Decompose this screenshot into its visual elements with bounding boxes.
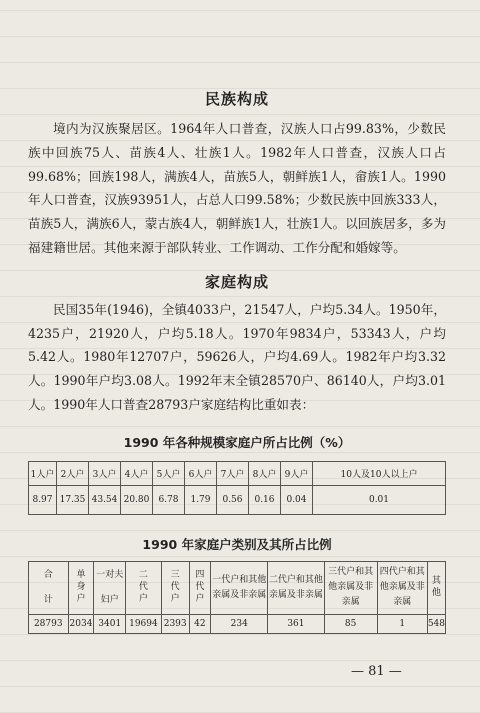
table1-header: 10人及10人以上户: [313, 461, 446, 485]
table2-header-couple: 一对夫 妇户: [94, 561, 126, 614]
table2-cell: 85: [324, 614, 377, 633]
table1-header: 7人户: [217, 461, 249, 485]
table1-cell: 0.56: [217, 485, 249, 514]
paragraph-ethnic: 境内为汉族聚居区。1964年人口普查，汉族人口占99.83%，少数民族中回族75人、苗族4人、壮族1人。1982年人口普查，汉族人口占99.68%；回族198人，满族4人，苗族5人，朝鲜族1人，畲族1人。1990年人口普查，汉族93951人，占总人口99.58%；少数民族中回族333人，苗族5人，满族6人，蒙古族4人，朝鲜族1人，壮族1人。以回族居多，多为福建籍世居。其他来源于部队转业、工作调动、工作分配和婚嫁等。: [28, 121, 446, 255]
table1-cell: 0.01: [313, 485, 446, 514]
table2-header-gen2-other: 二代户和其他亲属及非亲属: [268, 561, 324, 614]
table2-cell: 28793: [29, 614, 69, 633]
table2-header-gen2: 二代户: [126, 561, 162, 614]
table2-cell: 3401: [94, 614, 126, 633]
table1-header: 5人户: [153, 461, 185, 485]
household-size-table: [28, 461, 446, 515]
table1-cell: 8.97: [29, 485, 57, 514]
table1-header: 1人户: [29, 461, 57, 485]
table1-cell: 43.54: [89, 485, 121, 514]
table1-cell: 6.78: [153, 485, 185, 514]
table2-title: 1990 年家庭户类别及其所占比例: [142, 536, 332, 552]
table2-header-gen3: 三代户: [161, 561, 189, 614]
table2-header-gen1-other: 一代户和其他亲属及非亲属: [211, 561, 268, 614]
table2-header-total: 合 计: [29, 561, 69, 614]
table2-value-row: [29, 614, 446, 633]
section-title-ethnic: 民族构成: [204, 90, 269, 108]
table2-cell: 42: [189, 614, 211, 633]
table1-cell: 17.35: [57, 485, 89, 514]
table2-header-gen3-other: 三代户和其他亲属及非亲属: [324, 561, 377, 614]
table1-header-row: [29, 461, 446, 485]
page-content: [28, 84, 446, 634]
table1-cell: 20.80: [121, 485, 153, 514]
table2-cell: 361: [268, 614, 324, 633]
table1-header: 4人户: [121, 461, 153, 485]
table2-header-other: 其他: [427, 561, 445, 614]
table1-cell: 0.04: [281, 485, 313, 514]
table2-header-row: [29, 561, 446, 614]
page-number: — 81 —: [351, 664, 402, 679]
table1-cell: 0.16: [249, 485, 281, 514]
table2-header-gen4-other: 四代户和其他亲属及非亲属: [377, 561, 427, 614]
table2-cell: 2393: [161, 614, 189, 633]
table1-header: 3人户: [89, 461, 121, 485]
paragraph-family: 民国35年(1946)，全镇4033户，21547人，户均5.34人。1950年，4235户，21920人，户均5.18人。1970年9834户，53343人，户均5.42人。1980年12707户，59626人，户均4.69人。1982年户均3.32人。1990年户均3.08人。1992年末全镇28570户、86140人，户均3.01人。1990年人口普查28793户家庭结构比重如表：: [28, 301, 446, 412]
table1-value-row: [29, 485, 446, 514]
table2-cell: 234: [211, 614, 268, 633]
table1-header: 8人户: [249, 461, 281, 485]
table1-header: 2人户: [57, 461, 89, 485]
table1-cell: 1.79: [185, 485, 217, 514]
table2-cell: 1: [377, 614, 427, 633]
table1-title: 1990 年各种规模家庭户所占比例（%）: [123, 434, 351, 450]
table2-header-gen4: 四代户: [189, 561, 211, 614]
table2-cell: 19694: [126, 614, 162, 633]
section-title-family: 家庭构成: [204, 272, 269, 291]
table1-header: 6人户: [185, 461, 217, 485]
table2-header-single: 单身户: [68, 561, 94, 614]
table2-cell: 2034: [68, 614, 94, 633]
table2-cell: 548: [427, 614, 445, 633]
household-type-table: [28, 561, 446, 634]
table1-header: 9人户: [281, 461, 313, 485]
